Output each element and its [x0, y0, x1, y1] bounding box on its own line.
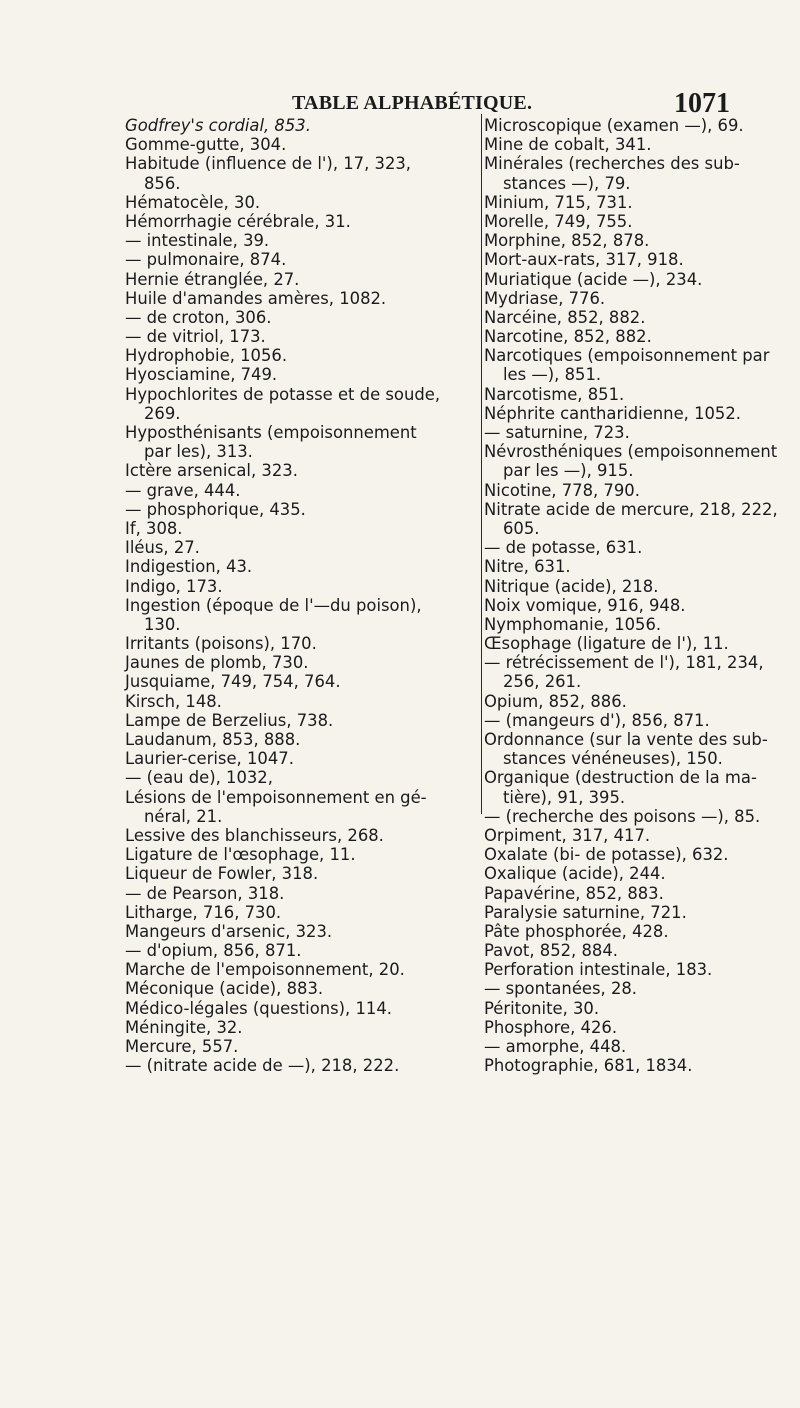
index-entry: Liqueur de Fowler, 318.: [125, 864, 319, 884]
index-entry: — amorphe, 448.: [484, 1037, 627, 1056]
index-entry: — de potasse, 631.: [484, 538, 643, 558]
index-entry: Opium, 852, 886.: [484, 691, 627, 711]
index-entry: Nicotine, 778, 790.: [484, 480, 640, 500]
index-entry: Ligature de l'œsophage, 11.: [125, 845, 356, 865]
index-entry: Iléus, 27.: [125, 538, 200, 558]
index-entry: Phosphore, 426.: [484, 1017, 618, 1037]
index-entry: Microscopique (examen —), 69.: [484, 116, 744, 135]
index-entry: Narcéine, 852, 882.: [484, 307, 646, 327]
index-column-right: [484, 116, 800, 1075]
index-entry: Médico-légales (questions), 114.: [125, 998, 392, 1018]
index-entry: Nitre, 631.: [484, 557, 571, 577]
index-column-left: [125, 116, 485, 1075]
index-entry: — saturnine, 723.: [484, 423, 630, 442]
index-entry: Hypochlorites de potasse et de soude,: [125, 384, 441, 404]
index-entry: Habitude (influence de l'), 17, 323,: [125, 154, 412, 174]
page-number: 1071: [674, 88, 730, 119]
index-entry: Paralysie saturnine, 721.: [484, 902, 687, 922]
index-entry: Hernie étranglée, 27.: [125, 269, 300, 289]
index-entry: Irritants (poisons), 170.: [125, 634, 317, 654]
index-entry: — de Pearson, 318.: [125, 883, 285, 903]
index-entry: Lampe de Berzelius, 738.: [125, 710, 334, 730]
index-entry: Narcotisme, 851.: [484, 384, 625, 404]
index-entry: — de vitriol, 173.: [125, 327, 266, 347]
index-entry-continuation: stances —), 79.: [503, 173, 631, 193]
index-entry: Néphrite cantharidienne, 1052.: [484, 403, 741, 423]
index-entry: If, 308.: [125, 518, 183, 538]
index-entry: Oxalate (bi- de potasse), 632.: [484, 845, 729, 865]
index-entry: Méningite, 32.: [125, 1017, 243, 1037]
index-entry: — d'opium, 856, 871.: [125, 941, 302, 961]
index-entry: Photographie, 681, 1834.: [484, 1056, 693, 1076]
index-entry: Névrosthéniques (empoisonnement: [484, 442, 778, 462]
index-entry: Kirsch, 148.: [125, 691, 222, 711]
index-entry-continuation: par les —), 915.: [503, 461, 634, 481]
index-entry: Mydriase, 776.: [484, 288, 606, 308]
index-entry: — (eau de), 1032,: [125, 768, 273, 788]
index-entry: Péritonite, 30.: [484, 998, 600, 1018]
index-entry: Narcotiques (empoisonnement par: [484, 346, 770, 366]
index-entry: — (recherche des poisons —), 85.: [484, 806, 761, 826]
index-entry: Litharge, 716, 730.: [125, 902, 282, 922]
index-entry: — intestinale, 39.: [125, 231, 270, 251]
index-entry: Perforation intestinale, 183.: [484, 960, 713, 980]
index-entry-continuation: 269.: [144, 403, 181, 423]
index-entry: Ordonnance (sur la vente des sub-: [484, 730, 768, 749]
index-entry: Jusquiame, 749, 754, 764.: [125, 672, 341, 692]
index-entry: Mangeurs d'arsenic, 323.: [125, 921, 333, 941]
index-entry: — grave, 444.: [125, 480, 241, 500]
index-entry: — (mangeurs d'), 856, 871.: [484, 710, 710, 730]
index-entry: Minium, 715, 731.: [484, 192, 633, 212]
index-entry: Nymphomanie, 1056.: [484, 614, 662, 634]
index-entry: Mine de cobalt, 341.: [484, 135, 652, 155]
index-entry: Indigo, 173.: [125, 576, 223, 596]
index-entry: — de croton, 306.: [125, 307, 272, 327]
index-entry: Jaunes de plomb, 730.: [125, 653, 309, 673]
index-entry: Marche de l'empoisonnement, 20.: [125, 960, 405, 980]
index-entry: Noix vomique, 916, 948.: [484, 595, 686, 615]
index-entry: Morphine, 852, 878.: [484, 231, 650, 251]
index-entry: Lessive des blanchisseurs, 268.: [125, 825, 384, 845]
index-entry: Ictère arsenical, 323.: [125, 461, 298, 481]
index-entry: Pavot, 852, 884.: [484, 941, 618, 961]
index-entry-continuation: par les), 313.: [144, 442, 253, 462]
index-entry: Laurier-cerise, 1047.: [125, 749, 294, 769]
index-entry-continuation: 130.: [144, 614, 181, 634]
index-entry-continuation: tière), 91, 395.: [503, 787, 626, 807]
index-entry: Ingestion (époque de l'—du poison),: [125, 595, 422, 615]
index-entry-continuation: 605.: [503, 518, 540, 538]
index-entry: Hyosciamine, 749.: [125, 365, 278, 385]
index-entry-continuation: les —), 851.: [503, 365, 602, 385]
index-entry: Hyposthénisants (empoisonnement: [125, 423, 417, 442]
index-entry: Gomme-gutte, 304.: [125, 135, 287, 155]
index-entry: Mercure, 557.: [125, 1037, 239, 1056]
index-entry: Œsophage (ligature de l'), 11.: [484, 634, 729, 654]
index-entry: — (nitrate acide de —), 218, 222.: [125, 1056, 400, 1076]
index-entry: — phosphorique, 435.: [125, 499, 306, 519]
index-entry: Mort-aux-rats, 317, 918.: [484, 250, 684, 270]
index-entry-continuation: néral, 21.: [144, 806, 223, 826]
running-title: TABLE ALPHABÉTIQUE.: [292, 92, 533, 114]
index-entry: Hémorrhagie cérébrale, 31.: [125, 211, 351, 231]
index-entry: Indigestion, 43.: [125, 557, 253, 577]
index-entry: Pâte phosphorée, 428.: [484, 921, 669, 941]
index-entry: Laudanum, 853, 888.: [125, 730, 301, 749]
index-entry-continuation: stances vénéneuses), 150.: [503, 749, 723, 769]
index-entry: — pulmonaire, 874.: [125, 250, 287, 270]
index-entry: Nitrique (acide), 218.: [484, 576, 659, 596]
index-entry: Huile d'amandes amères, 1082.: [125, 288, 387, 308]
index-entry: Morelle, 749, 755.: [484, 211, 633, 231]
index-entry: Lésions de l'empoisonnement en gé-: [125, 787, 427, 807]
index-entry: Nitrate acide de mercure, 218, 222,: [484, 499, 778, 519]
index-entry: Narcotine, 852, 882.: [484, 327, 652, 347]
index-entry-continuation: 856.: [144, 173, 181, 193]
index-entry: Organique (destruction de la ma-: [484, 768, 757, 788]
index-entry: — rétrécissement de l'), 181, 234,: [484, 653, 764, 673]
index-entry: Orpiment, 317, 417.: [484, 825, 651, 845]
index-entry: Godfrey's cordial, 853.: [125, 116, 311, 135]
index-entry: Hydrophobie, 1056.: [125, 346, 288, 366]
index-entry: Muriatique (acide —), 234.: [484, 269, 703, 289]
index-entry: Minérales (recherches des sub-: [484, 154, 740, 174]
index-entry: Méconique (acide), 883.: [125, 979, 324, 999]
index-entry: Oxalique (acide), 244.: [484, 864, 666, 884]
index-entry: — spontanées, 28.: [484, 979, 638, 999]
index-entry: Papavérine, 852, 883.: [484, 883, 664, 903]
index-entry-continuation: 256, 261.: [503, 672, 582, 692]
index-entry: Hématocèle, 30.: [125, 192, 261, 212]
